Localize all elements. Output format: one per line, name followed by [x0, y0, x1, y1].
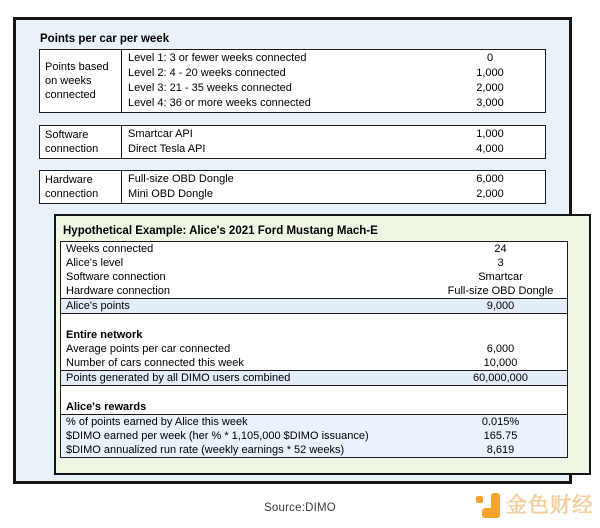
- row-value: [434, 400, 567, 414]
- table-row-blank: [61, 314, 567, 328]
- row-value: 1,000: [476, 67, 504, 79]
- row-label: Number of cars connected this week: [66, 357, 244, 369]
- row-label: Level 4: 36 or more weeks connected: [128, 97, 311, 109]
- row-label: Direct Tesla API: [128, 143, 206, 155]
- table-row: [61, 356, 567, 370]
- table-row-tinted: [61, 414, 567, 429]
- row-label: Software connection: [66, 271, 166, 283]
- row-value: 3: [497, 257, 504, 269]
- row-label: Full-size OBD Dongle: [128, 173, 234, 185]
- table-row-highlight: [61, 298, 567, 314]
- row-label: Level 3: 21 - 35 weeks connected: [128, 82, 292, 94]
- table-row: [122, 51, 545, 66]
- row-label: Points generated by all DIMO users combined: [66, 372, 291, 384]
- example-table: [60, 241, 568, 458]
- row-label: Smartcar API: [128, 128, 193, 140]
- row-label: Mini OBD Dongle: [128, 188, 213, 200]
- row-value: 0: [486, 52, 494, 64]
- row-label: Level 1: 3 or fewer weeks connected: [128, 52, 307, 64]
- example-section-title: Hypothetical Example: Alice's 2021 Ford Mustang Mach-E: [63, 225, 378, 237]
- row-value: 1,000: [476, 128, 504, 140]
- row-value: 0.015%: [481, 416, 520, 428]
- hardware-table-row-header: Hardware connection: [40, 171, 122, 203]
- row-label: Entire network: [66, 329, 143, 341]
- row-value: Smartcar: [478, 271, 523, 283]
- spacer: [39, 113, 569, 125]
- points-table-row-header: Points based on weeks connected: [40, 50, 122, 112]
- row-label: [61, 314, 434, 328]
- row-label: % of points earned by Alice this week: [66, 416, 248, 428]
- row-label: Hardware connection: [66, 285, 170, 297]
- row-value: [434, 314, 567, 328]
- table-row: [122, 96, 545, 111]
- watermark-text: 金色财经: [506, 493, 594, 517]
- row-value: 10,000: [483, 357, 518, 369]
- logo-dot: [476, 496, 483, 503]
- hardware-table: [39, 170, 546, 204]
- row-label: Weeks connected: [66, 243, 154, 255]
- hardware-table-rows: [122, 171, 545, 203]
- software-table-row-header: Software connection: [40, 126, 122, 158]
- row-label: Level 2: 4 - 20 weeks connected: [128, 67, 286, 79]
- row-value: 60,000,000: [472, 372, 529, 384]
- table-row-tinted: [61, 429, 567, 443]
- source-caption: Source:DIMO: [264, 502, 336, 514]
- row-value: Full-size OBD Dongle: [447, 285, 554, 297]
- table-subheader-row: [61, 328, 567, 342]
- row-value: 165.75: [483, 430, 518, 442]
- points-section-title: Points per car per week: [40, 33, 170, 45]
- row-label: Average points per car connected: [66, 343, 231, 355]
- row-label: [61, 386, 434, 400]
- row-value: 8,619: [486, 444, 515, 456]
- points-table-rows: [122, 50, 545, 112]
- report-panel-content: [16, 20, 569, 475]
- table-row: [122, 142, 545, 157]
- table-row: [122, 187, 545, 202]
- row-value: [434, 328, 567, 342]
- points-table: [39, 49, 546, 113]
- row-label: $DIMO earned per week (her % * 1,105,000 $DIMO issuance): [66, 430, 369, 442]
- table-subheader-row: [61, 400, 567, 414]
- row-value: 4,000: [476, 143, 504, 155]
- table-row: [122, 127, 545, 142]
- row-label: Alice's rewards: [66, 401, 147, 413]
- watermark: [476, 492, 594, 519]
- table-row-tinted: [61, 443, 567, 457]
- row-value: [434, 386, 567, 400]
- table-row: [61, 256, 567, 270]
- row-value: 3,000: [476, 97, 504, 109]
- software-table-rows: [122, 126, 545, 158]
- spacer: [39, 159, 569, 170]
- table-row: [61, 270, 567, 284]
- row-value: 24: [494, 243, 507, 255]
- table-row: [122, 172, 545, 187]
- report-panel: [13, 17, 572, 484]
- row-value: 6,000: [486, 343, 515, 355]
- row-label: Alice's points: [66, 300, 130, 312]
- software-table: [39, 125, 546, 159]
- hypothetical-example-box: [54, 214, 591, 475]
- row-value: 2,000: [476, 188, 504, 200]
- logo-bar-horizontal: [482, 508, 500, 518]
- table-row: [61, 284, 567, 298]
- row-value: 6,000: [476, 173, 504, 185]
- table-row-highlight: [61, 370, 567, 386]
- table-row: [61, 342, 567, 356]
- row-value: 9,000: [486, 300, 515, 312]
- row-label: $DIMO annualized run rate (weekly earnings * 52 weeks): [66, 444, 345, 456]
- table-row: [61, 242, 567, 256]
- row-value: 2,000: [476, 82, 504, 94]
- row-label: Alice's level: [66, 257, 124, 269]
- table-row: [122, 66, 545, 81]
- table-row-blank: [61, 386, 567, 400]
- table-row: [122, 81, 545, 96]
- jinse-finance-logo-icon: [476, 492, 500, 519]
